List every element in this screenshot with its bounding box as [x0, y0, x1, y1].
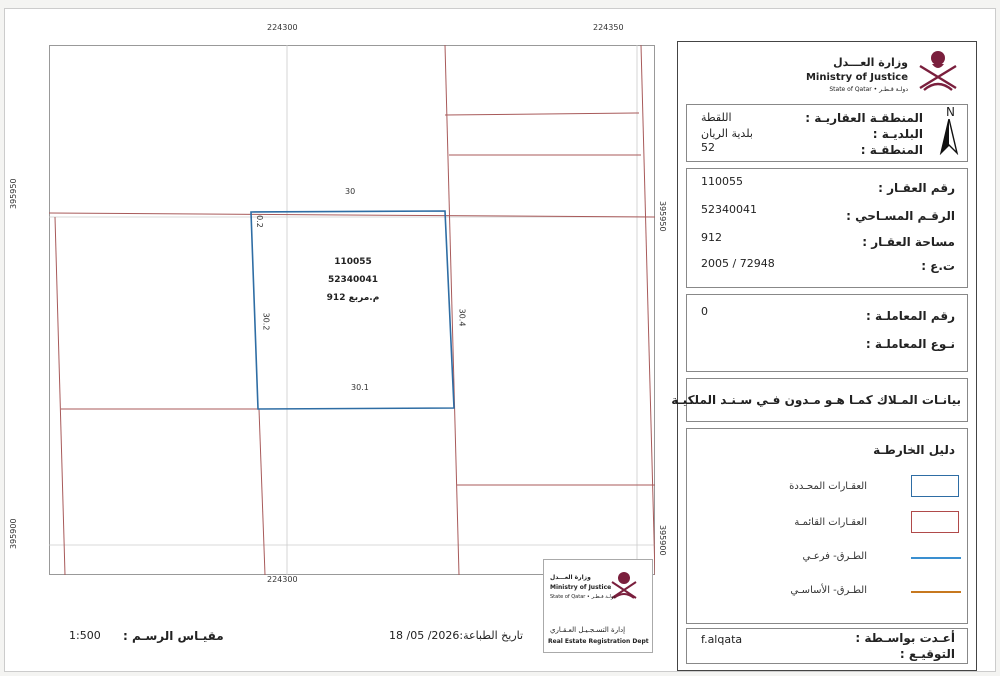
legend-box — [686, 428, 968, 624]
stamp-state: State of Qatar • دولـة قـطـر — [550, 594, 616, 600]
emblem-icon — [916, 48, 960, 98]
legend-swatch-selected — [911, 475, 959, 497]
legend-swatch-branch-road — [911, 557, 961, 559]
prepared-value: f.alqata — [701, 633, 743, 646]
scale-label: مقيـاس الرسـم : — [123, 629, 224, 643]
transaction-box — [686, 294, 968, 372]
stamp-ministry-ar: وزارة العـــدل — [550, 574, 591, 581]
stamp-dept-ar: إدارة التسـجـيـل العـقـاري — [550, 626, 626, 634]
coord-bottom: 224300 — [267, 575, 298, 584]
legend-title: دليل الخارطـة — [873, 443, 955, 457]
property-box — [686, 168, 968, 288]
map-sheet — [4, 8, 996, 672]
zone-label: المنطقـة : — [860, 143, 923, 157]
registration-label: ت.ع : — [921, 259, 955, 273]
north-label: N — [946, 105, 955, 119]
coord-right-bottom: 395900 — [658, 525, 667, 556]
legend-swatch-main-road — [911, 591, 961, 593]
legend-label-existing: العقـارات القائمـة — [794, 517, 867, 528]
map-frame — [50, 46, 655, 575]
municipality-value: بلدية الريان — [701, 127, 753, 140]
coord-top-right: 224350 — [593, 23, 624, 32]
legend-label-branch-road: الطـرق- فرعـي — [802, 551, 867, 562]
ministry-name-ar: وزارة العـــدل — [833, 56, 908, 69]
legend-label-selected: العقـارات المحـددة — [789, 481, 867, 492]
area-label: المنطقـة العقاريـة : — [805, 111, 923, 125]
zone-box — [686, 104, 968, 162]
prepared-box — [686, 628, 968, 664]
transaction-number-label: رقم المعاملـة : — [866, 309, 955, 323]
registration-stamp — [543, 559, 653, 653]
dimension-left: 30.2 — [261, 312, 271, 331]
dimension-right: 30.4 — [457, 308, 467, 327]
legend-swatch-existing — [911, 511, 959, 533]
registration-value: 2005 / 72948 — [701, 257, 775, 270]
parcel-survey-number: 52340041 — [327, 275, 379, 285]
stamp-dept-en: Real Estate Registration Dept — [548, 638, 649, 645]
property-area-label: مساحة العقـار : — [862, 235, 955, 249]
cadastral-map — [49, 45, 655, 575]
transaction-number-value: 0 — [701, 305, 708, 318]
survey-number-label: الرقـم المسـاحي : — [846, 209, 955, 223]
coord-left-bottom: 395900 — [9, 518, 18, 549]
stamp-ministry-en: Ministry of Justice — [550, 584, 612, 591]
prepared-label: أعـدت بواسـطة : — [855, 631, 955, 645]
owner-box — [671, 378, 968, 422]
owner-text: بيانـات المـلاك كمـا هـو مـدون فـي سـنـد الملكيـة — [671, 393, 961, 407]
legend-label-main-road: الطـرق- الأساسـي — [790, 585, 867, 596]
property-number-value: 110055 — [701, 175, 743, 188]
existing-parcels — [49, 45, 655, 575]
ministry-state: State of Qatar • دولـة قـطـر — [829, 86, 908, 93]
property-number-label: رقم العقـار : — [878, 181, 955, 195]
property-area-value: 912 — [701, 231, 722, 244]
print-date: تاريخ الطباعة:2026/ 05/ 18 — [389, 629, 524, 642]
dimension-top: 30 — [345, 187, 356, 196]
ministry-name-en: Ministry of Justice — [805, 72, 908, 83]
info-panel — [671, 41, 977, 671]
municipality-label: البلديـة : — [872, 127, 923, 141]
coord-right-top: 395950 — [658, 201, 667, 232]
dimension-bottom: 30.1 — [351, 383, 369, 392]
ministry-emblem — [916, 48, 960, 98]
area-value: اللقطة — [701, 111, 732, 124]
scale-value: 1:500 — [69, 629, 101, 642]
survey-number-value: 52340041 — [701, 203, 757, 216]
parcel-number: 110055 — [334, 257, 372, 267]
coord-top-left: 224300 — [267, 23, 298, 32]
coord-left-top: 395950 — [9, 178, 18, 209]
transaction-type-label: نـوع المعاملـة : — [865, 337, 955, 351]
dimension-corner: 0.2 — [254, 215, 264, 228]
selected-parcel[interactable] — [251, 211, 454, 409]
zone-value: 52 — [701, 141, 715, 154]
parcel-area: م.مربع 912 — [326, 293, 380, 303]
north-arrow-icon — [939, 119, 959, 155]
signature-label: التوقيـع : — [899, 647, 955, 661]
